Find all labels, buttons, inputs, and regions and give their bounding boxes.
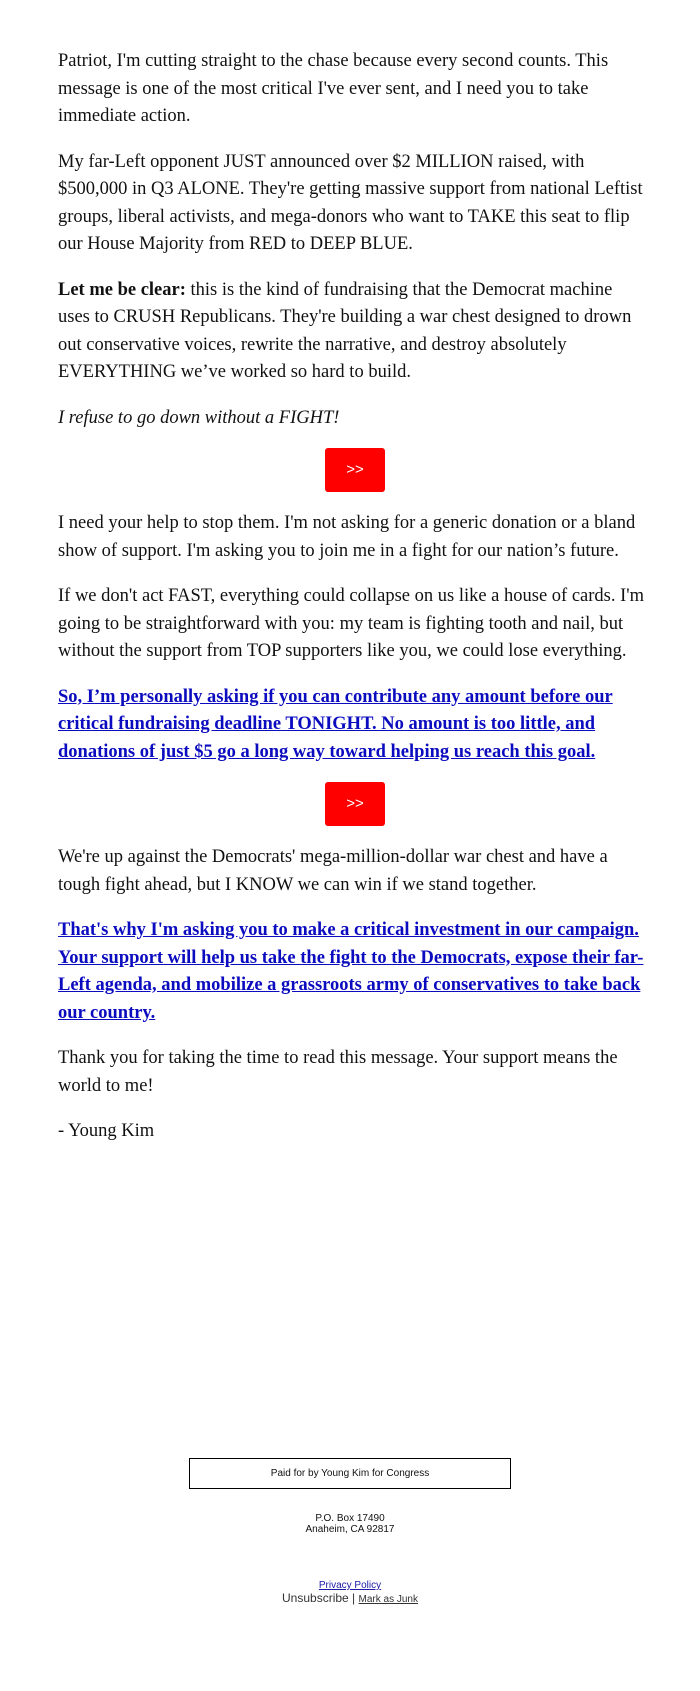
paragraph-need-your-help: I need your help to stop them. I'm not asking for a generic donation or a bland show of support. I'm asking you to join me in a fight for our nation’s future. <box>58 513 636 561</box>
signature: - Young Kim <box>58 1121 155 1141</box>
privacy-policy-link[interactable]: Privacy Policy <box>318 1580 382 1591</box>
donate-button-2[interactable]: >> <box>325 782 385 826</box>
paragraph-thank-you: Thank you for taking the time to read this message. Your support means the world to me! <box>58 1048 618 1096</box>
donate-button-wrapper <box>58 782 648 826</box>
mailing-address <box>0 1513 700 1535</box>
donate-button-1[interactable]: >> <box>325 448 385 492</box>
email-body <box>58 48 648 1164</box>
donation-link-1[interactable]: So, I’m personally asking if you can contribute any amount before our critical fundraising deadline TONIGHT. No amount is too little, and donations of just $5 go a long way toward helping us reach this goal. <box>58 686 613 762</box>
paragraph-intro: Patriot, I'm cutting straight to the chase because every second counts. This message is one of the most critical I've ever sent, and I need you to take immediate action. <box>58 51 609 126</box>
donation-link-2[interactable]: That's why I'm asking you to make a critical investment in our campaign. Your support will help us take the fight to the Democrats, expose their far-Left agenda, and mobilize a grassroots army of conservatives to take back our country. <box>58 920 644 1023</box>
unsubscribe-link[interactable]: Unsubscribe <box>282 1591 349 1605</box>
paragraph-let-me-be-clear <box>58 277 648 387</box>
address-line-1: P.O. Box 17490 <box>315 1513 385 1524</box>
paragraph-text: this is the kind of fundraising that the Democrat machine uses to CRUSH Republicans. They're building a war chest designed to drown out conservative voices, rewrite the narrative, and destroy absolutely EVERYTHING we’ve worked so hard to build. <box>58 279 632 382</box>
paid-for-disclaimer: Paid for by Young Kim for Congress <box>189 1458 511 1489</box>
donate-button-wrapper <box>58 448 648 492</box>
paragraph-opponent-fundraising: My far-Left opponent JUST announced over $2 MILLION raised, with $500,000 in Q3 ALONE. They're getting massive support from national Leftist groups, liberal activists, and mega-donors who want to TAKE this seat to flip our House Majority from RED to DEEP BLUE. <box>58 151 643 254</box>
mark-as-junk-link[interactable]: Mark as Junk <box>358 1594 418 1605</box>
footer-links <box>0 1580 700 1607</box>
paragraph-war-chest: We're up against the Democrats' mega-million-dollar war chest and have a tough fight ahead, but I KNOW we can win if we stand together. <box>58 847 608 895</box>
paragraph-act-fast: If we don't act FAST, everything could collapse on us like a house of cards. I'm going to be straightforward with you: my team is fighting tooth and nail, but without the support from TOP supporters like you, we could lose everything. <box>58 586 645 661</box>
donation-link-paragraph-2 <box>58 917 648 1027</box>
paragraph-refuse-to-go-down: I refuse to go down without a FIGHT! <box>58 407 340 428</box>
address-line-2: Anaheim, CA 92817 <box>305 1524 395 1535</box>
unsubscribe-line <box>0 1591 700 1607</box>
donation-link-paragraph-1 <box>58 684 648 767</box>
email-footer <box>0 1458 700 1607</box>
bold-lead-in: Let me be clear: <box>58 279 186 300</box>
link-separator: | <box>348 1591 359 1605</box>
